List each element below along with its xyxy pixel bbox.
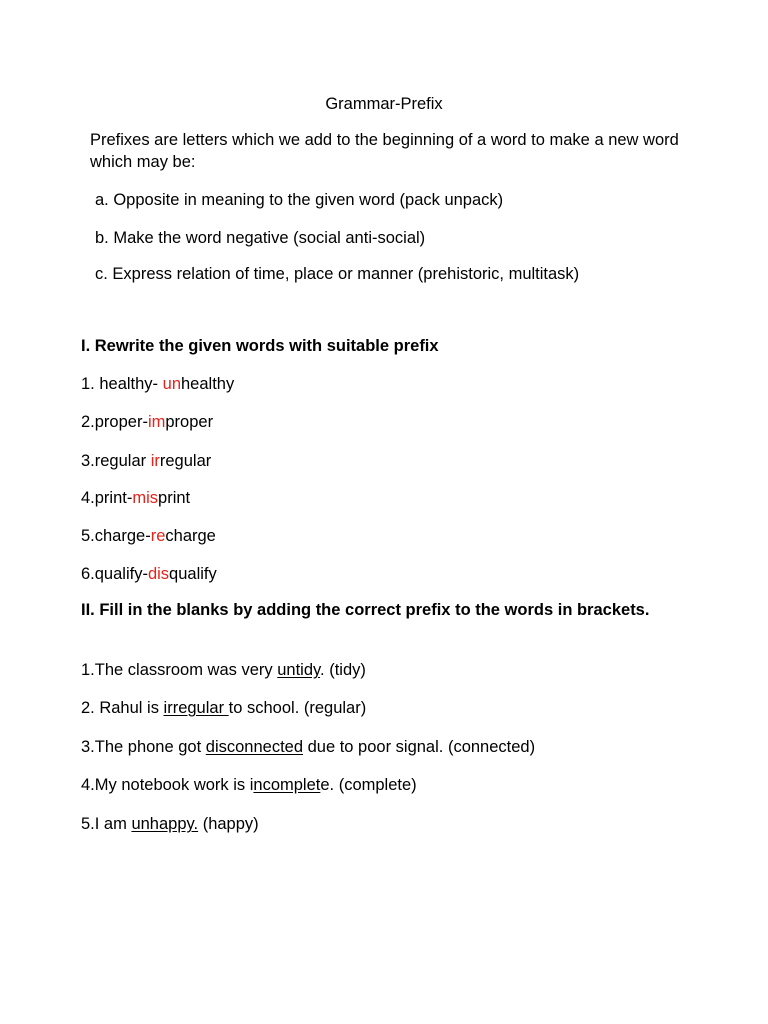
item-word: charge [165, 527, 216, 545]
item-hint: (happy) [198, 815, 259, 833]
item-prefix: dis [147, 565, 170, 583]
prefix-item [81, 525, 216, 547]
item-answer: irregular [163, 699, 229, 717]
item-word: healthy [181, 375, 235, 393]
fill-blank-item [81, 697, 366, 719]
item-text: 4.My notebook work is i [81, 776, 254, 794]
item-prefix: mis [132, 489, 159, 507]
prefix-item [81, 373, 234, 395]
fill-blank-item [81, 774, 417, 796]
item-base-text: 6.qualify- [81, 565, 148, 583]
fill-blank-item [81, 659, 366, 681]
section1-heading: I. Rewrite the given words with suitable prefix [81, 337, 439, 355]
item-text: 2. Rahul is [81, 699, 164, 717]
item-text: 1.The classroom was very [81, 661, 278, 679]
item-prefix: im [147, 413, 166, 431]
prefix-item [81, 563, 217, 585]
option-c: c. Express relation of time, place or manner (prehistoric, multitask) [95, 265, 580, 283]
item-base-text: 5.charge- [81, 527, 151, 545]
fill-blank-item [81, 813, 259, 835]
item-word: proper [165, 413, 214, 431]
item-answer: untidy [277, 661, 321, 679]
item-hint: e. (complete) [320, 776, 417, 794]
item-word: regular [159, 452, 212, 470]
item-text: 3.The phone got [81, 738, 206, 756]
prefix-item [81, 450, 211, 472]
item-answer: unhappy. [131, 815, 199, 833]
item-answer: ncomplet [253, 776, 321, 794]
item-answer: disconnected [205, 738, 304, 756]
intro-paragraph: Prefixes are letters which we add to the beginning of a word to make a new word which may be: [90, 131, 679, 171]
item-word: print [158, 489, 191, 507]
item-hint: . (tidy) [320, 661, 366, 679]
prefix-item [81, 487, 190, 509]
item-base-text: 3.regular [81, 452, 151, 470]
section2-heading: II. Fill in the blanks by adding the correct prefix to the words in brackets. [81, 601, 650, 619]
item-base-text: 2.proper- [81, 413, 148, 431]
item-prefix: un [162, 375, 181, 393]
item-hint: to school. (regular) [228, 699, 367, 717]
item-word: qualify [169, 565, 217, 583]
item-prefix: ir [150, 452, 160, 470]
item-prefix: re [150, 527, 166, 545]
prefix-item [81, 411, 213, 433]
item-base-text: 1. healthy- [81, 375, 163, 393]
item-hint: due to poor signal. (connected) [303, 738, 536, 756]
item-base-text: 4.print- [81, 489, 133, 507]
option-a: a. Opposite in meaning to the given word (pack unpack) [95, 191, 504, 209]
page-title: Grammar-Prefix [325, 95, 443, 113]
item-text: 5.I am [81, 815, 132, 833]
option-b: b. Make the word negative (social anti-social) [95, 229, 426, 247]
fill-blank-item [81, 736, 535, 758]
